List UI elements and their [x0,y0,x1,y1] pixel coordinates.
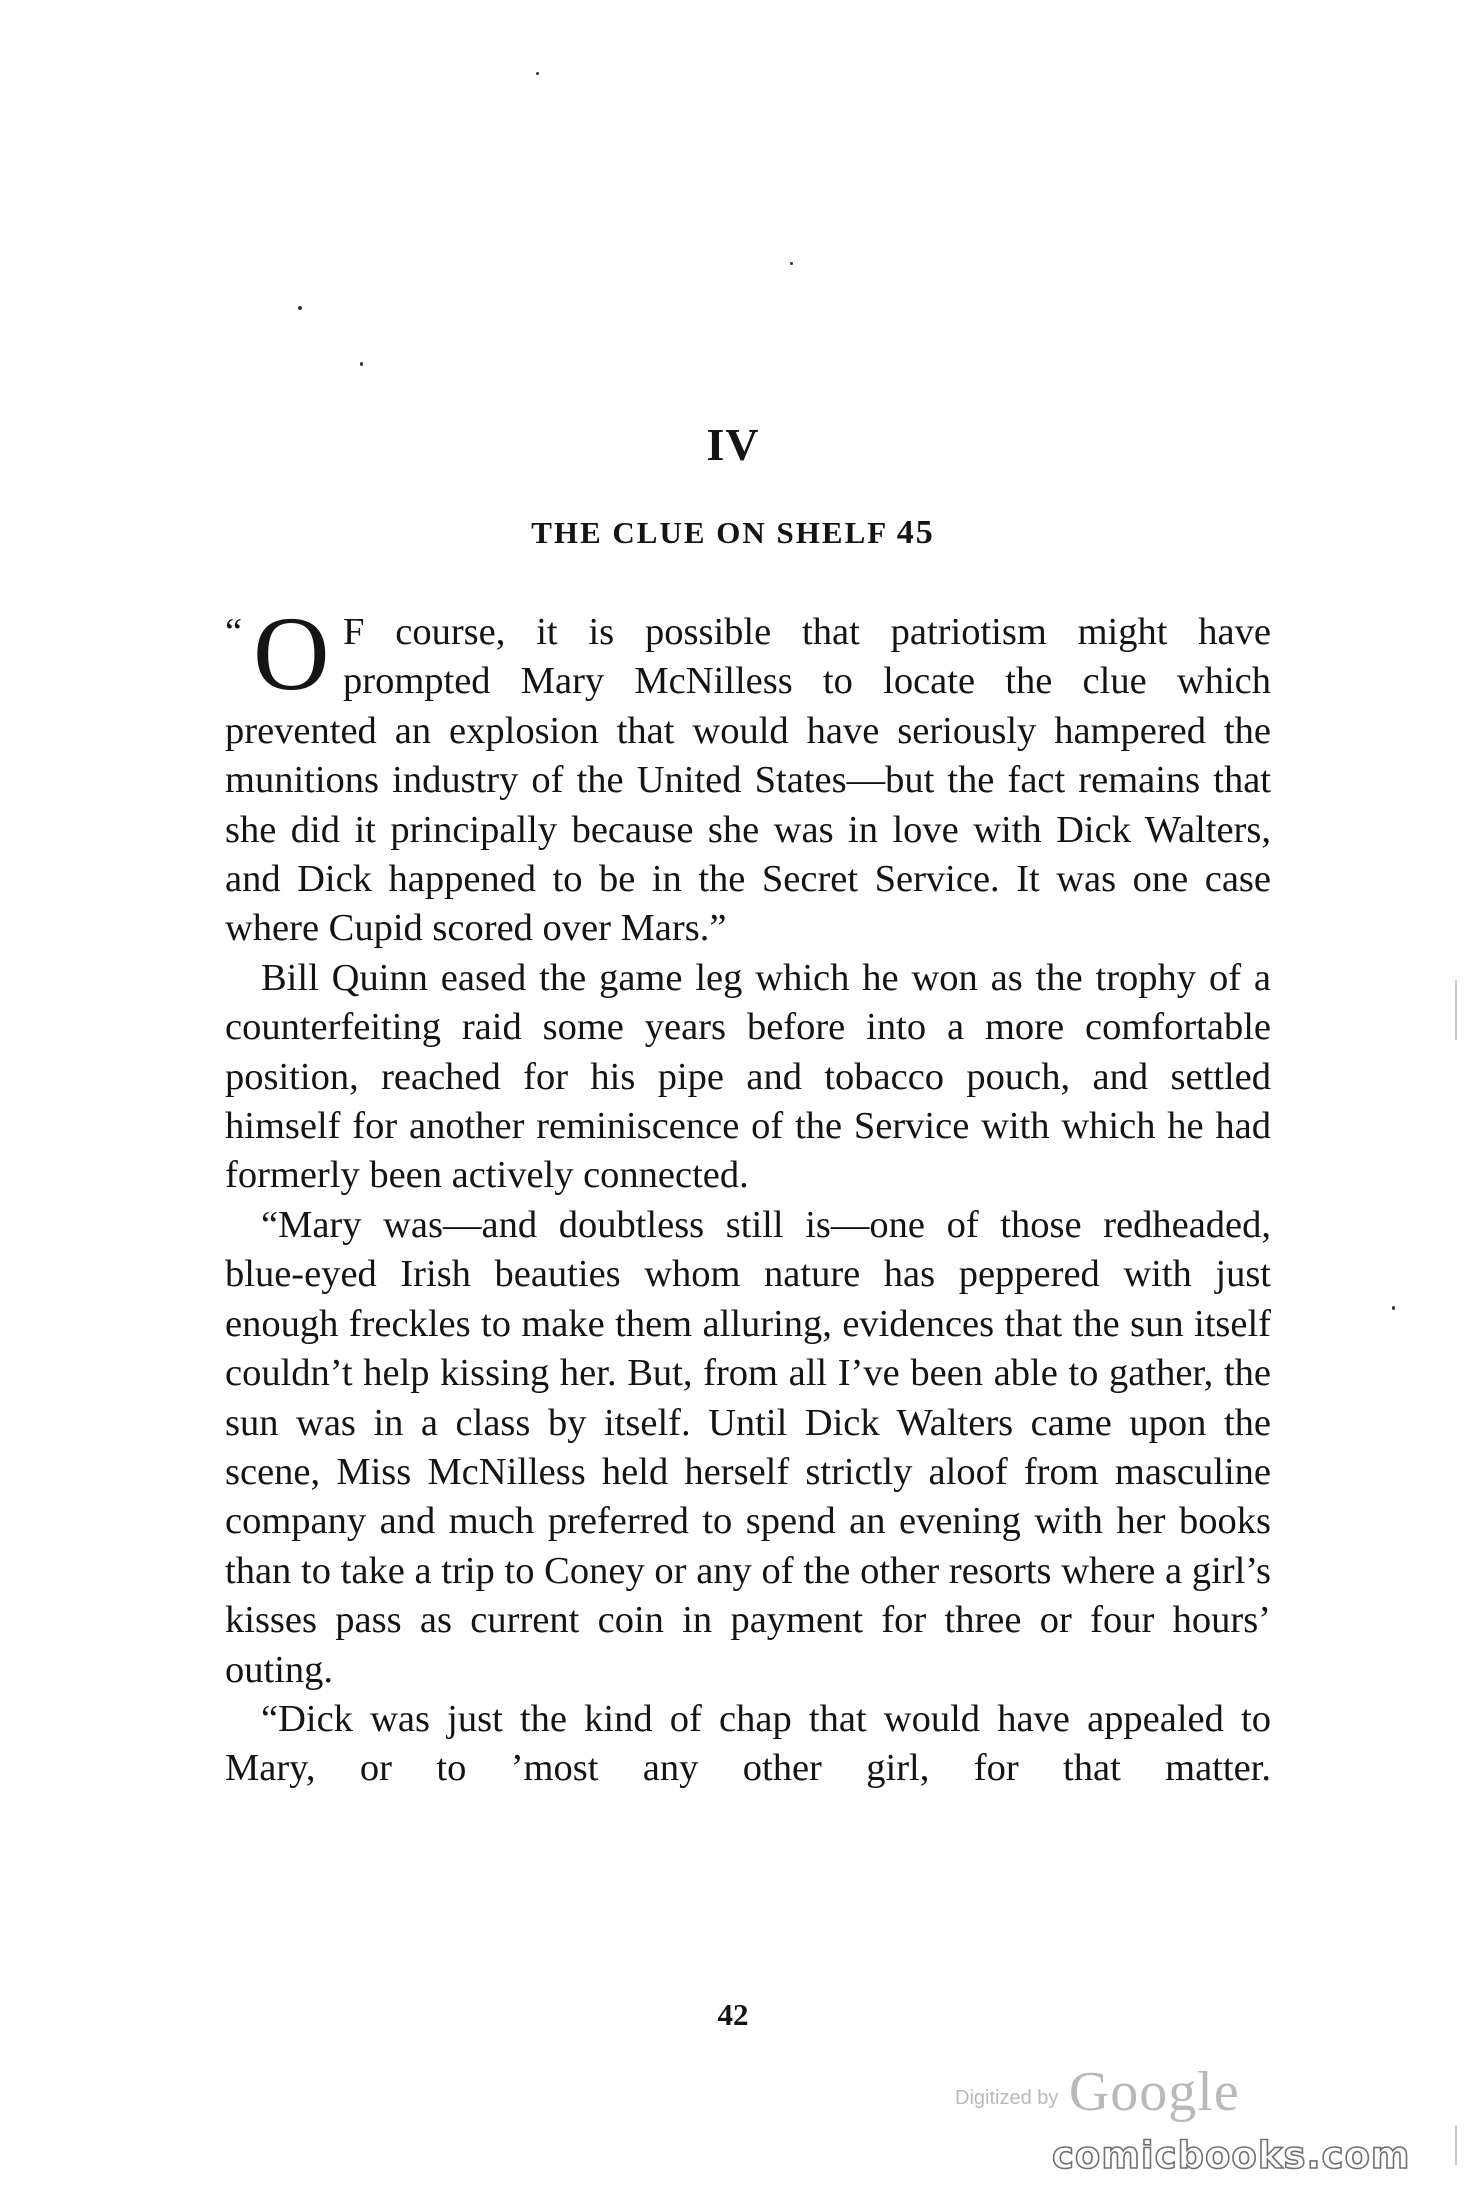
paragraph-opening-line-2: prompted Mary McNilless to locate the clue which [343,660,1271,703]
paragraph: Bill Quinn eased the game leg which he won as the trophy of a counterfeiting raid some years before into a more comfortable position, reached for his pipe and tobacco pouch, and settled himself for another reminiscence of the Service with which he had formerly been actively connected. [225,956,1271,1197]
google-wordmark: Google [1068,2061,1240,2123]
paper-speck [790,262,793,265]
digitized-prefix: Digitized by [955,2087,1059,2109]
opening-line-1-text: F course, it is possible that patriotism might have [343,611,1271,653]
page-edge-mark [1455,980,1457,1040]
paragraph: “Mary was—and doubtless still is—one of those redheaded, blue-eyed Irish beauties whom nature has peppered with just enough freckles to make them alluring, evidences that the sun itself couldn’t help kissing her. But, from all I’ve been able to gather, the sun was in a class by itself. Until Dick Walters came upon the scene, Miss McNilless held herself strictly aloof from masculine company and much preferred to spend an evening with her books than to take a trip to Coney or any of the other resorts where a girl’s kisses pass as current coin in payment for three or four hours’ outing. [225,1203,1271,1691]
page-edge-mark [1455,2125,1457,2165]
paper-speck [1392,1306,1395,1310]
paper-speck [360,362,363,366]
paper-speck [536,72,539,75]
opening-quote: “ [225,611,243,653]
chapter-number: IV [706,419,760,470]
chapter-title [0,514,1466,552]
paragraph-opening-rest: prevented an explosion that would have seriously hampered the munitions industry of the United States—but the fact remains that she did it principally because she was in love with Dick Walters, and Dick happened to be in the Secret Service. It was one case where Cupid scored over Mars.” [225,709,1271,950]
site-watermark: comicbooks.com [1052,2134,1411,2177]
digitized-by-google-mark [955,2060,1240,2124]
page-number: 42 [717,1997,749,2032]
chapter-title-text: THE CLUE ON SHELF [531,515,888,550]
paper-speck [298,306,302,310]
paragraph: “Dick was just the kind of chap that would have appealed to Mary, or to ’most any other girl, for that matter. [225,1697,1271,1790]
body-text [225,595,1271,1794]
drop-cap: O [253,595,330,712]
chapter-title-number: 45 [896,514,935,551]
